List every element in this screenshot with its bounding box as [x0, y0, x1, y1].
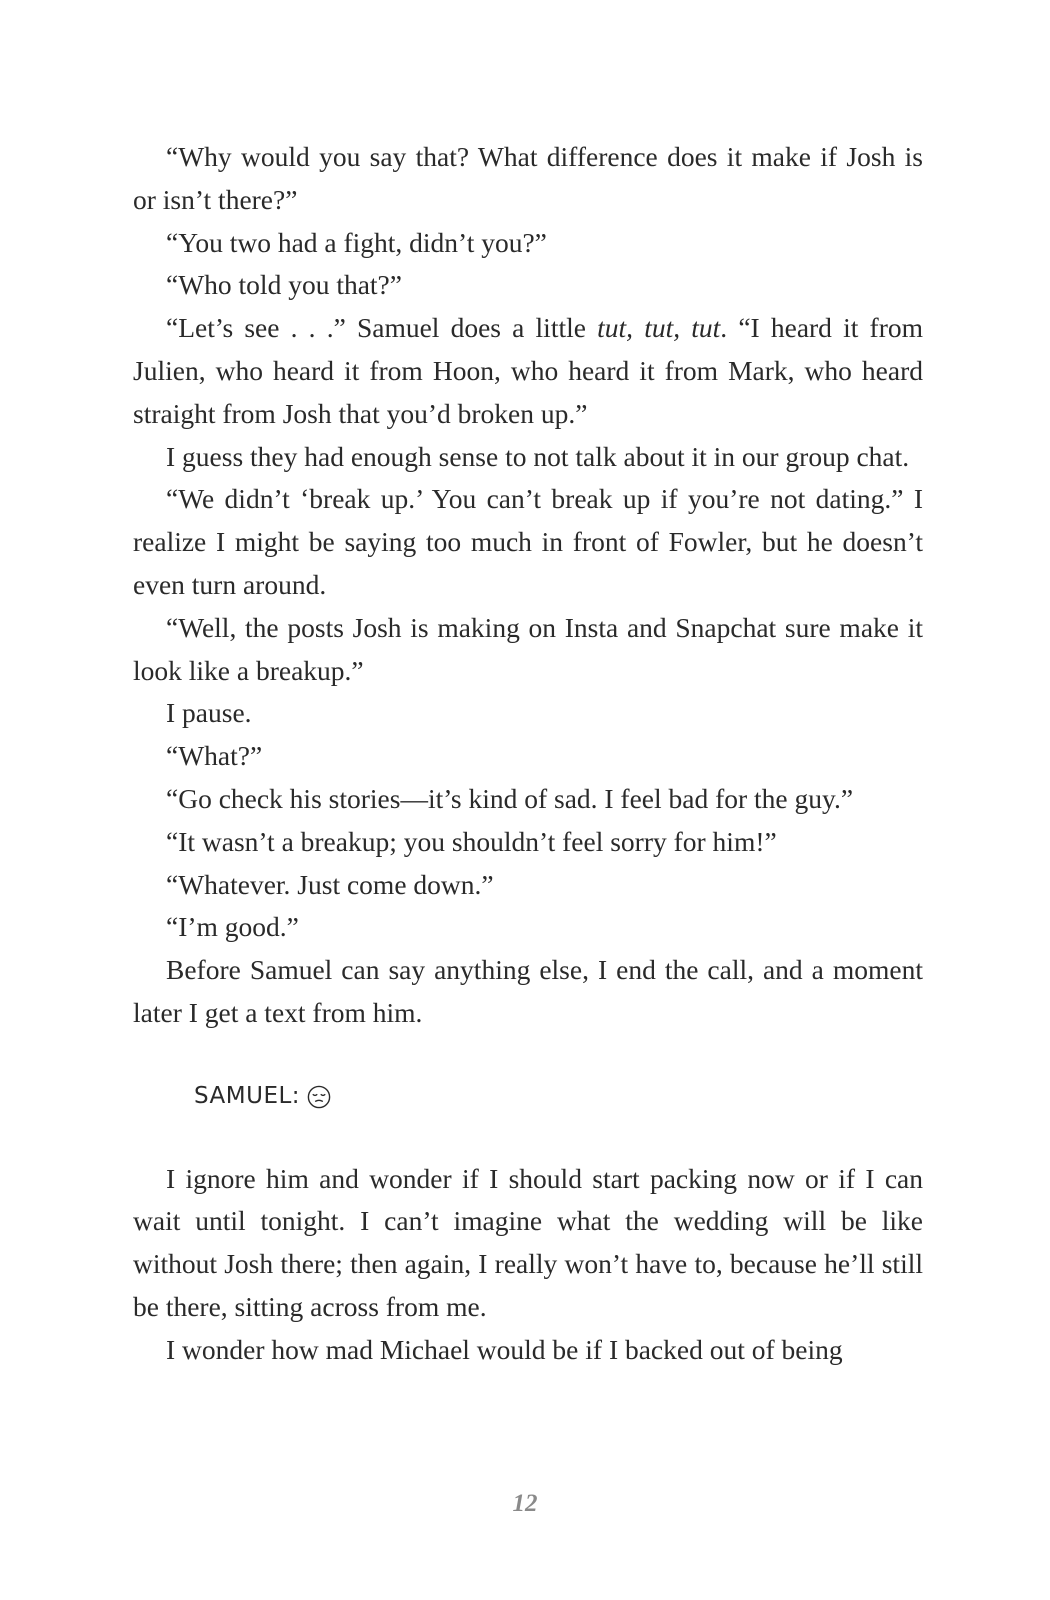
paragraph-10: “Go check his stories—it’s kind of sad. I feel bad for the guy.” — [166, 782, 854, 814]
paragraph-4-italic: tut, tut, tut — [597, 312, 721, 344]
pensive-face-icon — [307, 1085, 331, 1109]
text-message — [194, 1075, 923, 1118]
paragraph-13: “I’m good.” — [166, 911, 299, 943]
paragraph-4-lead: “Let’s see . . .” Samuel does a little — [166, 312, 598, 344]
paragraph-3: “Who told you that?” — [166, 269, 402, 301]
text-message-sender: SAMUEL: — [194, 1083, 301, 1110]
paragraph-9: “What?” — [166, 740, 263, 772]
paragraph-4 — [133, 307, 923, 435]
paragraph-8: I pause. — [166, 697, 252, 729]
page-number: 12 — [512, 1490, 538, 1517]
paragraph-7: “Well, the posts Josh is making on Insta and Snapchat sure make it look like a breakup.” — [133, 611, 923, 686]
paragraph-5: I guess they had enough sense to not talk about it in our group chat. — [166, 440, 910, 472]
page-body — [133, 136, 923, 1372]
paragraph-11: “It wasn’t a breakup; you shouldn’t feel sorry for him!” — [166, 825, 777, 857]
paragraph-6: “We didn’t ‘break up.’ You can’t break up if you’re not dating.” I realize I might be saying too much in front of Fowler, but he doesn’t even turn around. — [133, 483, 923, 600]
paragraph-14: Before Samuel can say anything else, I end the call, and a moment later I get a text from him. — [133, 954, 923, 1028]
paragraph-16: I wonder how mad Michael would be if I backed out of being — [166, 1333, 843, 1365]
paragraph-1: “Why would you say that? What difference does it make if Josh is or isn’t there?” — [133, 141, 923, 215]
paragraph-15: I ignore him and wonder if I should start packing now or if I can wait until tonight. I can’t imagine what the wedding will be like without Josh there; then again, I really won’t have to, because he’ll still be there, sitting across from me. — [133, 1162, 923, 1322]
paragraph-2: “You two had a fight, didn’t you?” — [166, 226, 547, 258]
paragraph-12: “Whatever. Just come down.” — [166, 868, 494, 900]
paragraph-4-rest: . “I heard it from Julien, who heard it from Hoon, who heard it from Mark, who heard straight from Josh that you’d broken up.” — [133, 312, 923, 429]
